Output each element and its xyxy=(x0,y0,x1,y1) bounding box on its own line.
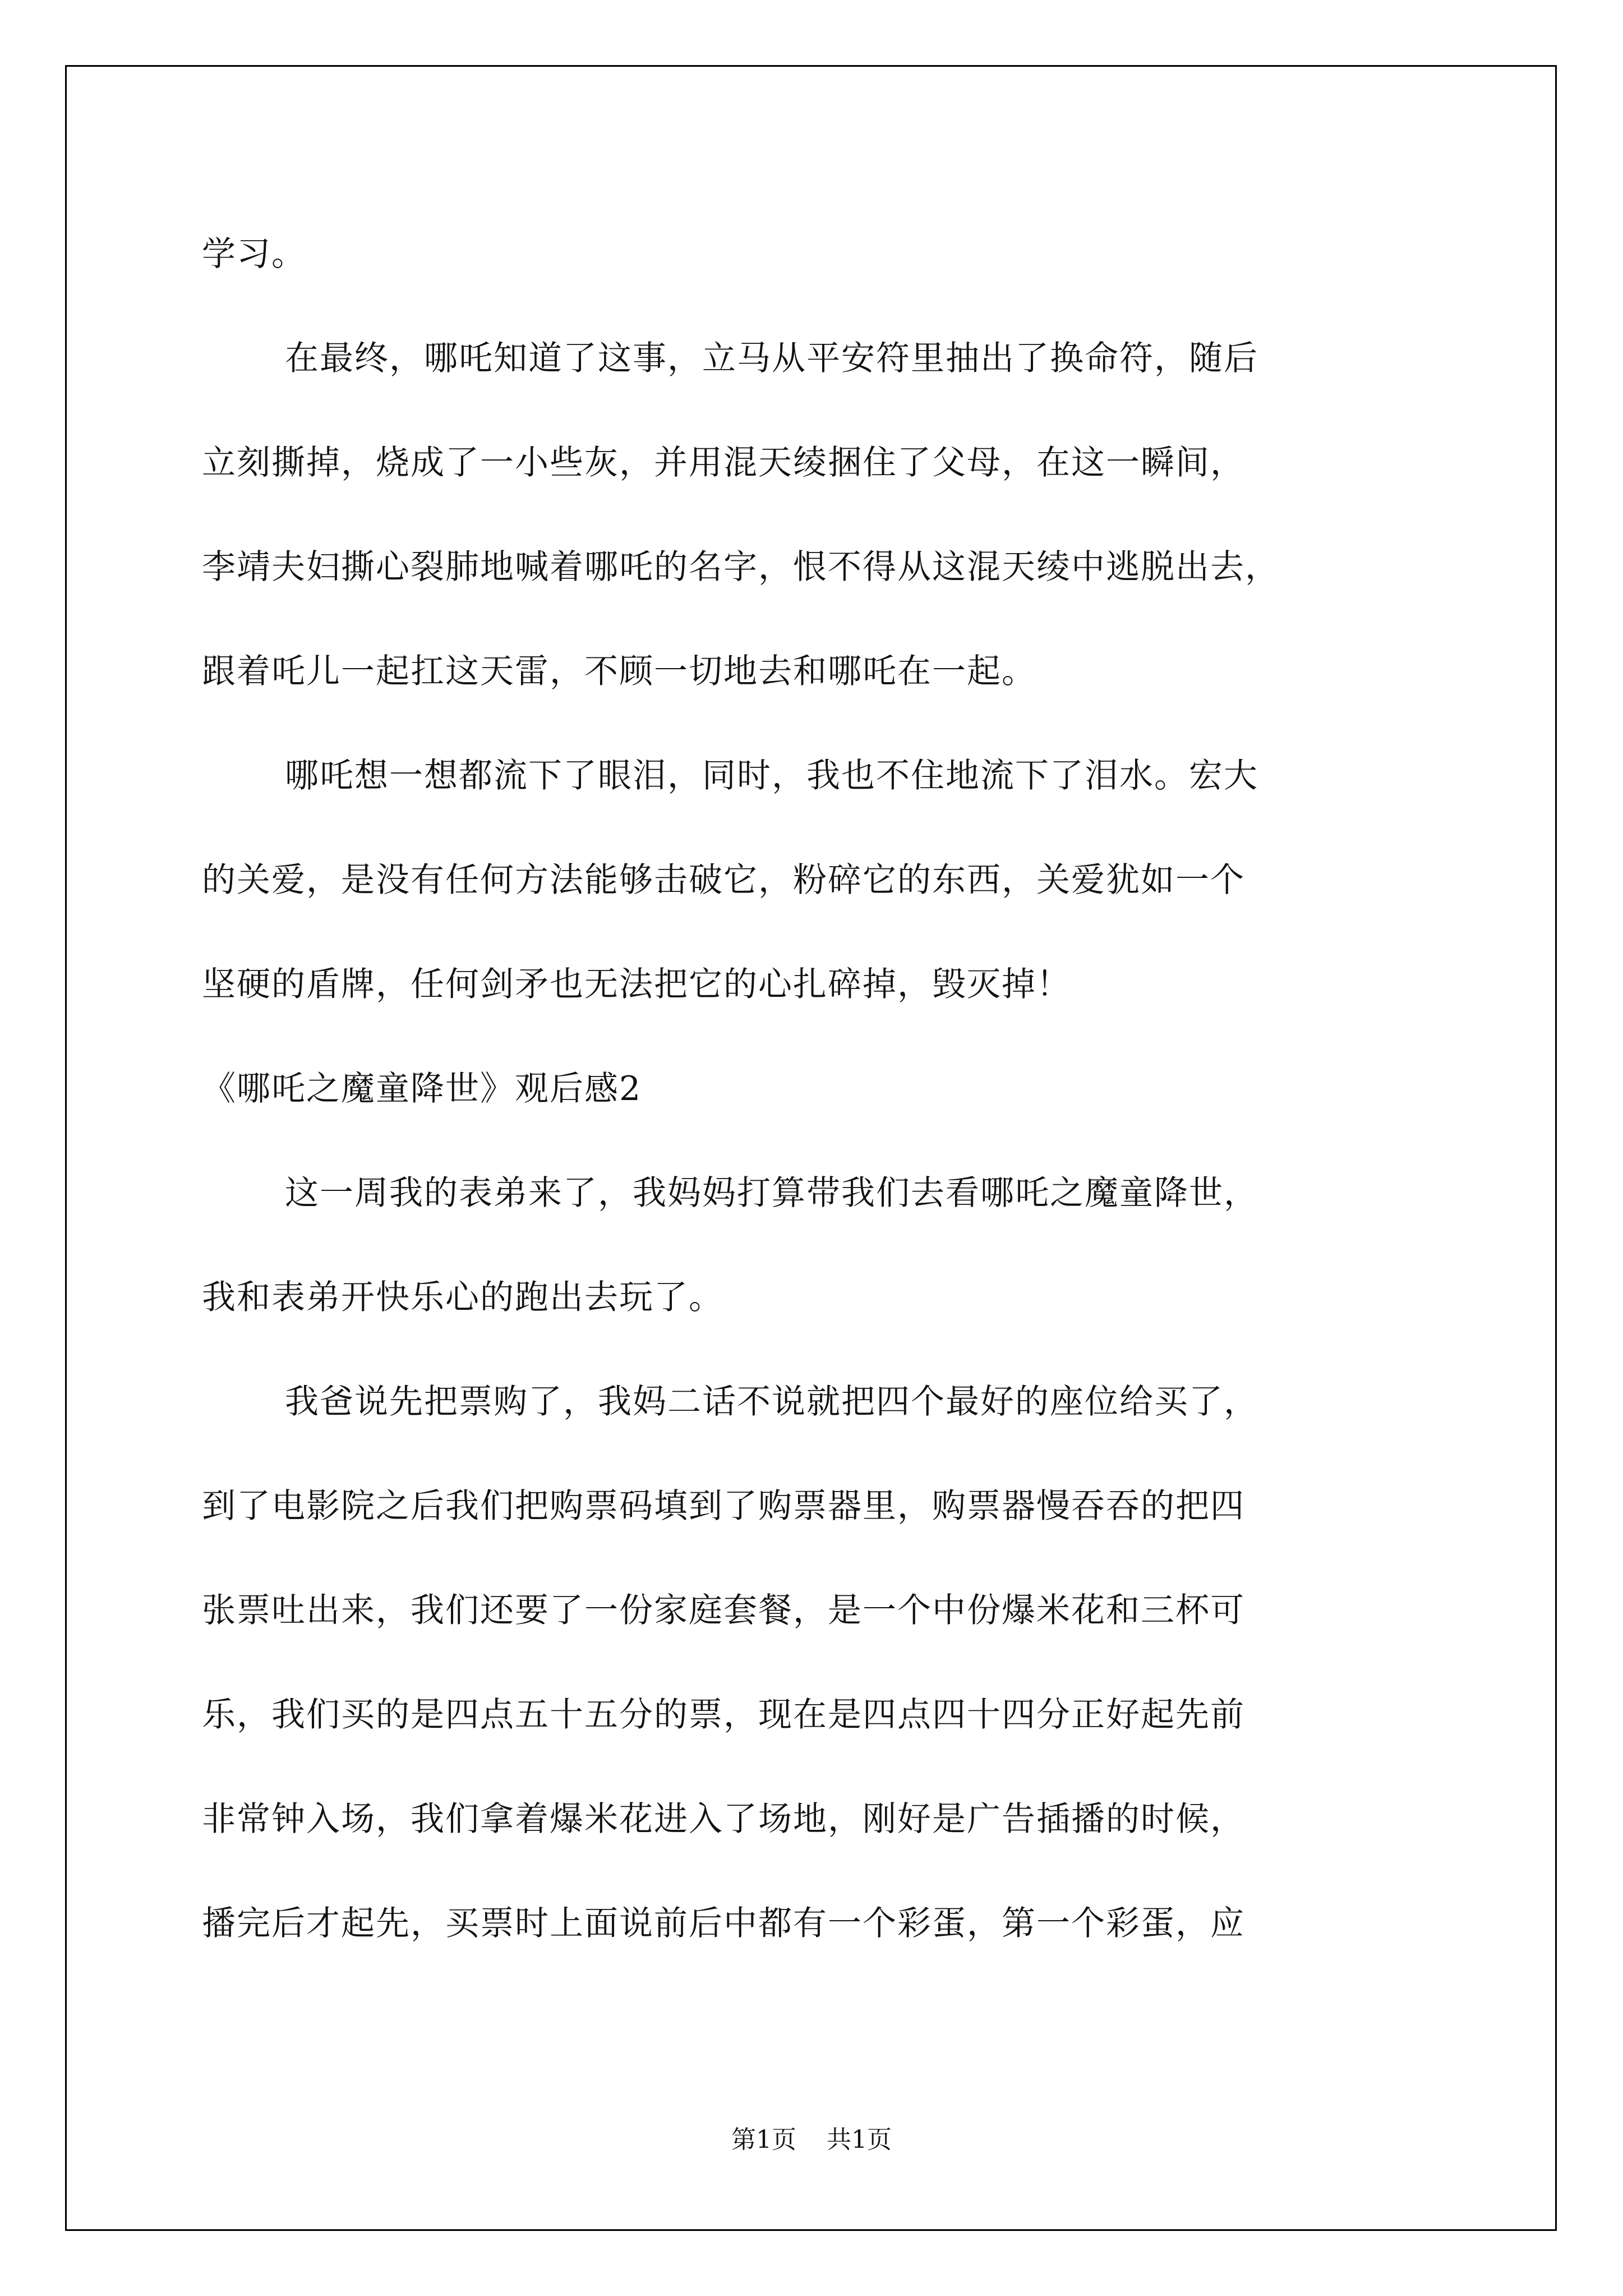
text-line: 立刻撕掉，烧成了一小些灰，并用混天绫捆住了父母，在这一瞬间， xyxy=(202,443,1245,482)
page-total: 共1页 xyxy=(827,2125,892,2154)
text-line: 哪吒想一想都流下了眼泪，同时，我也不住地流下了泪水。宏大 xyxy=(285,756,1258,795)
text-line: 我爸说先把票购了，我妈二话不说就把四个最好的座位给买了， xyxy=(285,1382,1258,1421)
text-line: 这一周我的表弟来了，我妈妈打算带我们去看哪吒之魔童降世， xyxy=(285,1174,1258,1213)
text-line: 李靖夫妇撕心裂肺地喊着哪吒的名字，恨不得从这混天绫中逃脱出去， xyxy=(202,547,1280,587)
text-line: 坚硬的盾牌，任何剑矛也无法把它的心扎碎掉，毁灭掉！ xyxy=(202,965,1071,1004)
text-line: 到了电影院之后我们把购票码填到了购票器里，购票器慢吞吞的把四 xyxy=(202,1487,1245,1526)
text-line: 在最终，哪吒知道了这事，立马从平安符里抽出了换命符，随后 xyxy=(285,339,1258,378)
text-line: 学习。 xyxy=(202,234,306,274)
text-line: 跟着吒儿一起扛这天雷，不顾一切地去和哪吒在一起。 xyxy=(202,652,1036,691)
document-body xyxy=(202,202,1436,1976)
page-number: 第1页 xyxy=(731,2125,796,2154)
text-line: 播完后才起先，买票时上面说前后中都有一个彩蛋，第一个彩蛋，应 xyxy=(202,1904,1245,1943)
page-footer xyxy=(0,2119,1623,2155)
section-heading: 《哪吒之魔童降世》观后感2 xyxy=(202,1069,642,1108)
text-line: 乐，我们买的是四点五十五分的票，现在是四点四十四分正好起先前 xyxy=(202,1695,1245,1734)
text-line: 的关爱，是没有任何方法能够击破它，粉碎它的东西，关爱犹如一个 xyxy=(202,861,1245,900)
text-line: 非常钟入场，我们拿着爆米花进入了场地，刚好是广告插播的时候， xyxy=(202,1800,1245,1839)
text-line: 我和表弟开快乐心的跑出去玩了。 xyxy=(202,1278,723,1317)
text-line: 张票吐出来，我们还要了一份家庭套餐，是一个中份爆米花和三杯可 xyxy=(202,1591,1245,1630)
